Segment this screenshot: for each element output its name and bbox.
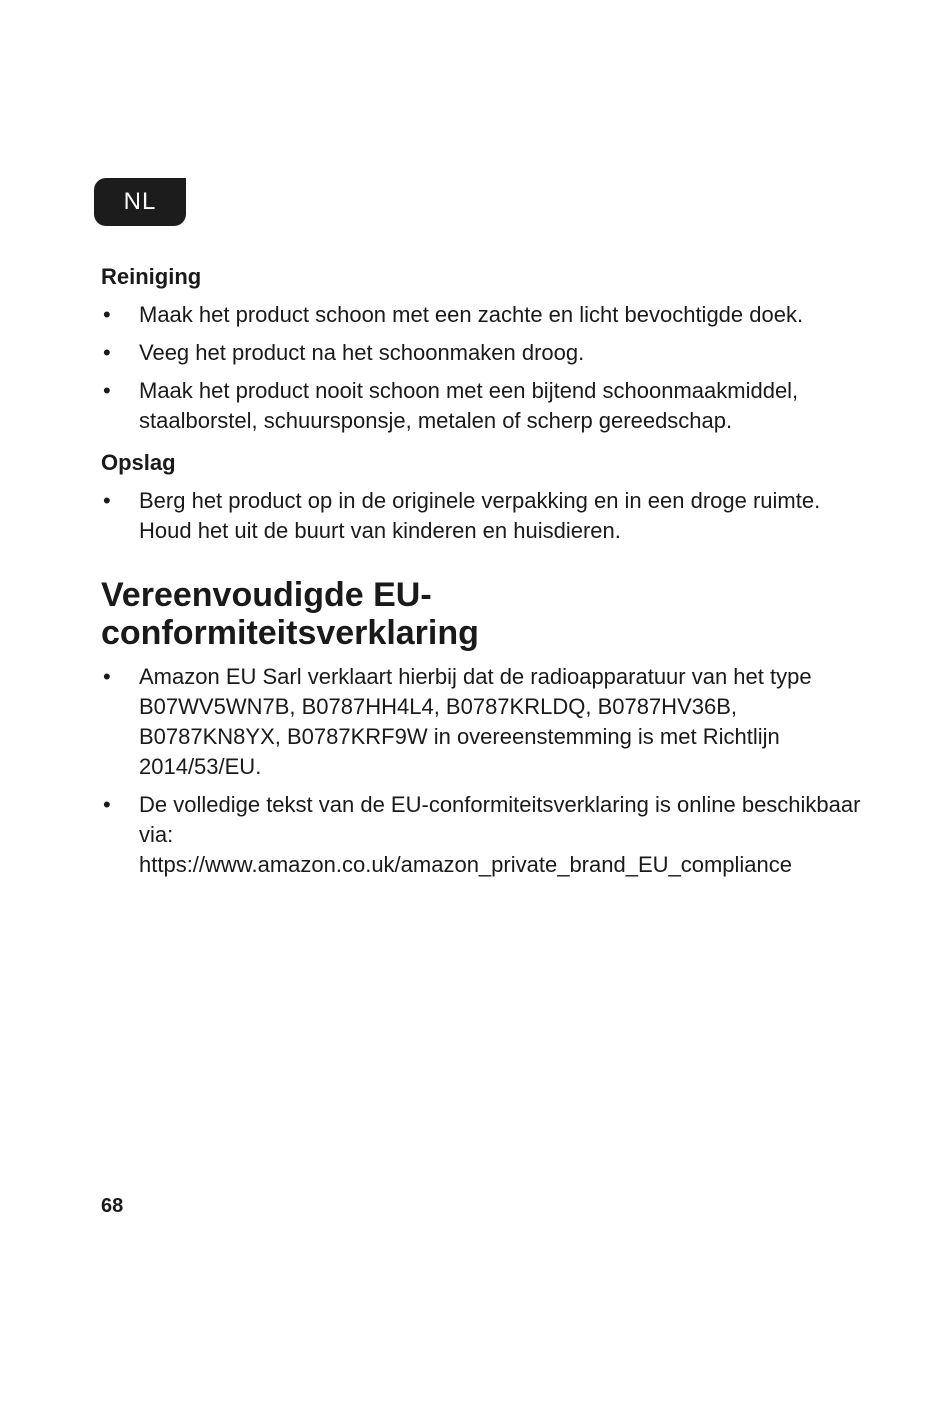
list-item-text: Maak het product schoon met een zachte en licht bevochtigde doek. [139, 302, 804, 327]
list-item [101, 790, 871, 880]
language-tab: NL [94, 178, 186, 226]
page-content [101, 262, 871, 888]
bullet-icon: • [103, 302, 111, 327]
storage-list [101, 486, 871, 546]
compliance-url: https://www.amazon.co.uk/amazon_private_brand_EU_compliance [139, 852, 793, 877]
list-item [101, 376, 871, 436]
cleaning-heading: Reiniging [101, 264, 202, 289]
list-item-text: Maak het product nooit schoon met een bijtend schoonmaakmiddel, staalborstel, schuursponsje, metalen of scherp gereedschap. [139, 378, 799, 433]
page-number: 68 [101, 1195, 124, 1217]
bullet-icon: • [103, 488, 111, 513]
list-item-text: Veeg het product na het schoonmaken droog. [139, 340, 585, 365]
list-item [101, 300, 871, 330]
cleaning-list [101, 300, 871, 436]
list-item [101, 486, 871, 546]
bullet-icon: • [103, 378, 111, 403]
conformity-list [101, 662, 871, 880]
bullet-icon: • [103, 792, 111, 817]
list-item [101, 662, 871, 782]
list-item-text: Amazon EU Sarl verklaart hierbij dat de radioapparatuur van het type B07WV5WN7B, B0787HH4L4, B0787KRLDQ, B0787HV36B, B0787KN8YX, B0787KRF9W in overeenstemming is met Richtlijn 2014/53/EU. [139, 664, 812, 779]
storage-heading: Opslag [101, 450, 176, 475]
conformity-heading: Vereenvoudigde EU-conformiteitsverklaring [101, 576, 479, 652]
list-item [101, 338, 871, 368]
list-item-text: Berg het product op in de originele verpakking en in een droge ruimte. Houd het uit de buurt van kinderen en huisdieren. [139, 488, 821, 543]
bullet-icon: • [103, 340, 111, 365]
bullet-icon: • [103, 664, 111, 689]
list-item-text: De volledige tekst van de EU-conformiteitsverklaring is online beschikbaar via: [139, 792, 861, 847]
